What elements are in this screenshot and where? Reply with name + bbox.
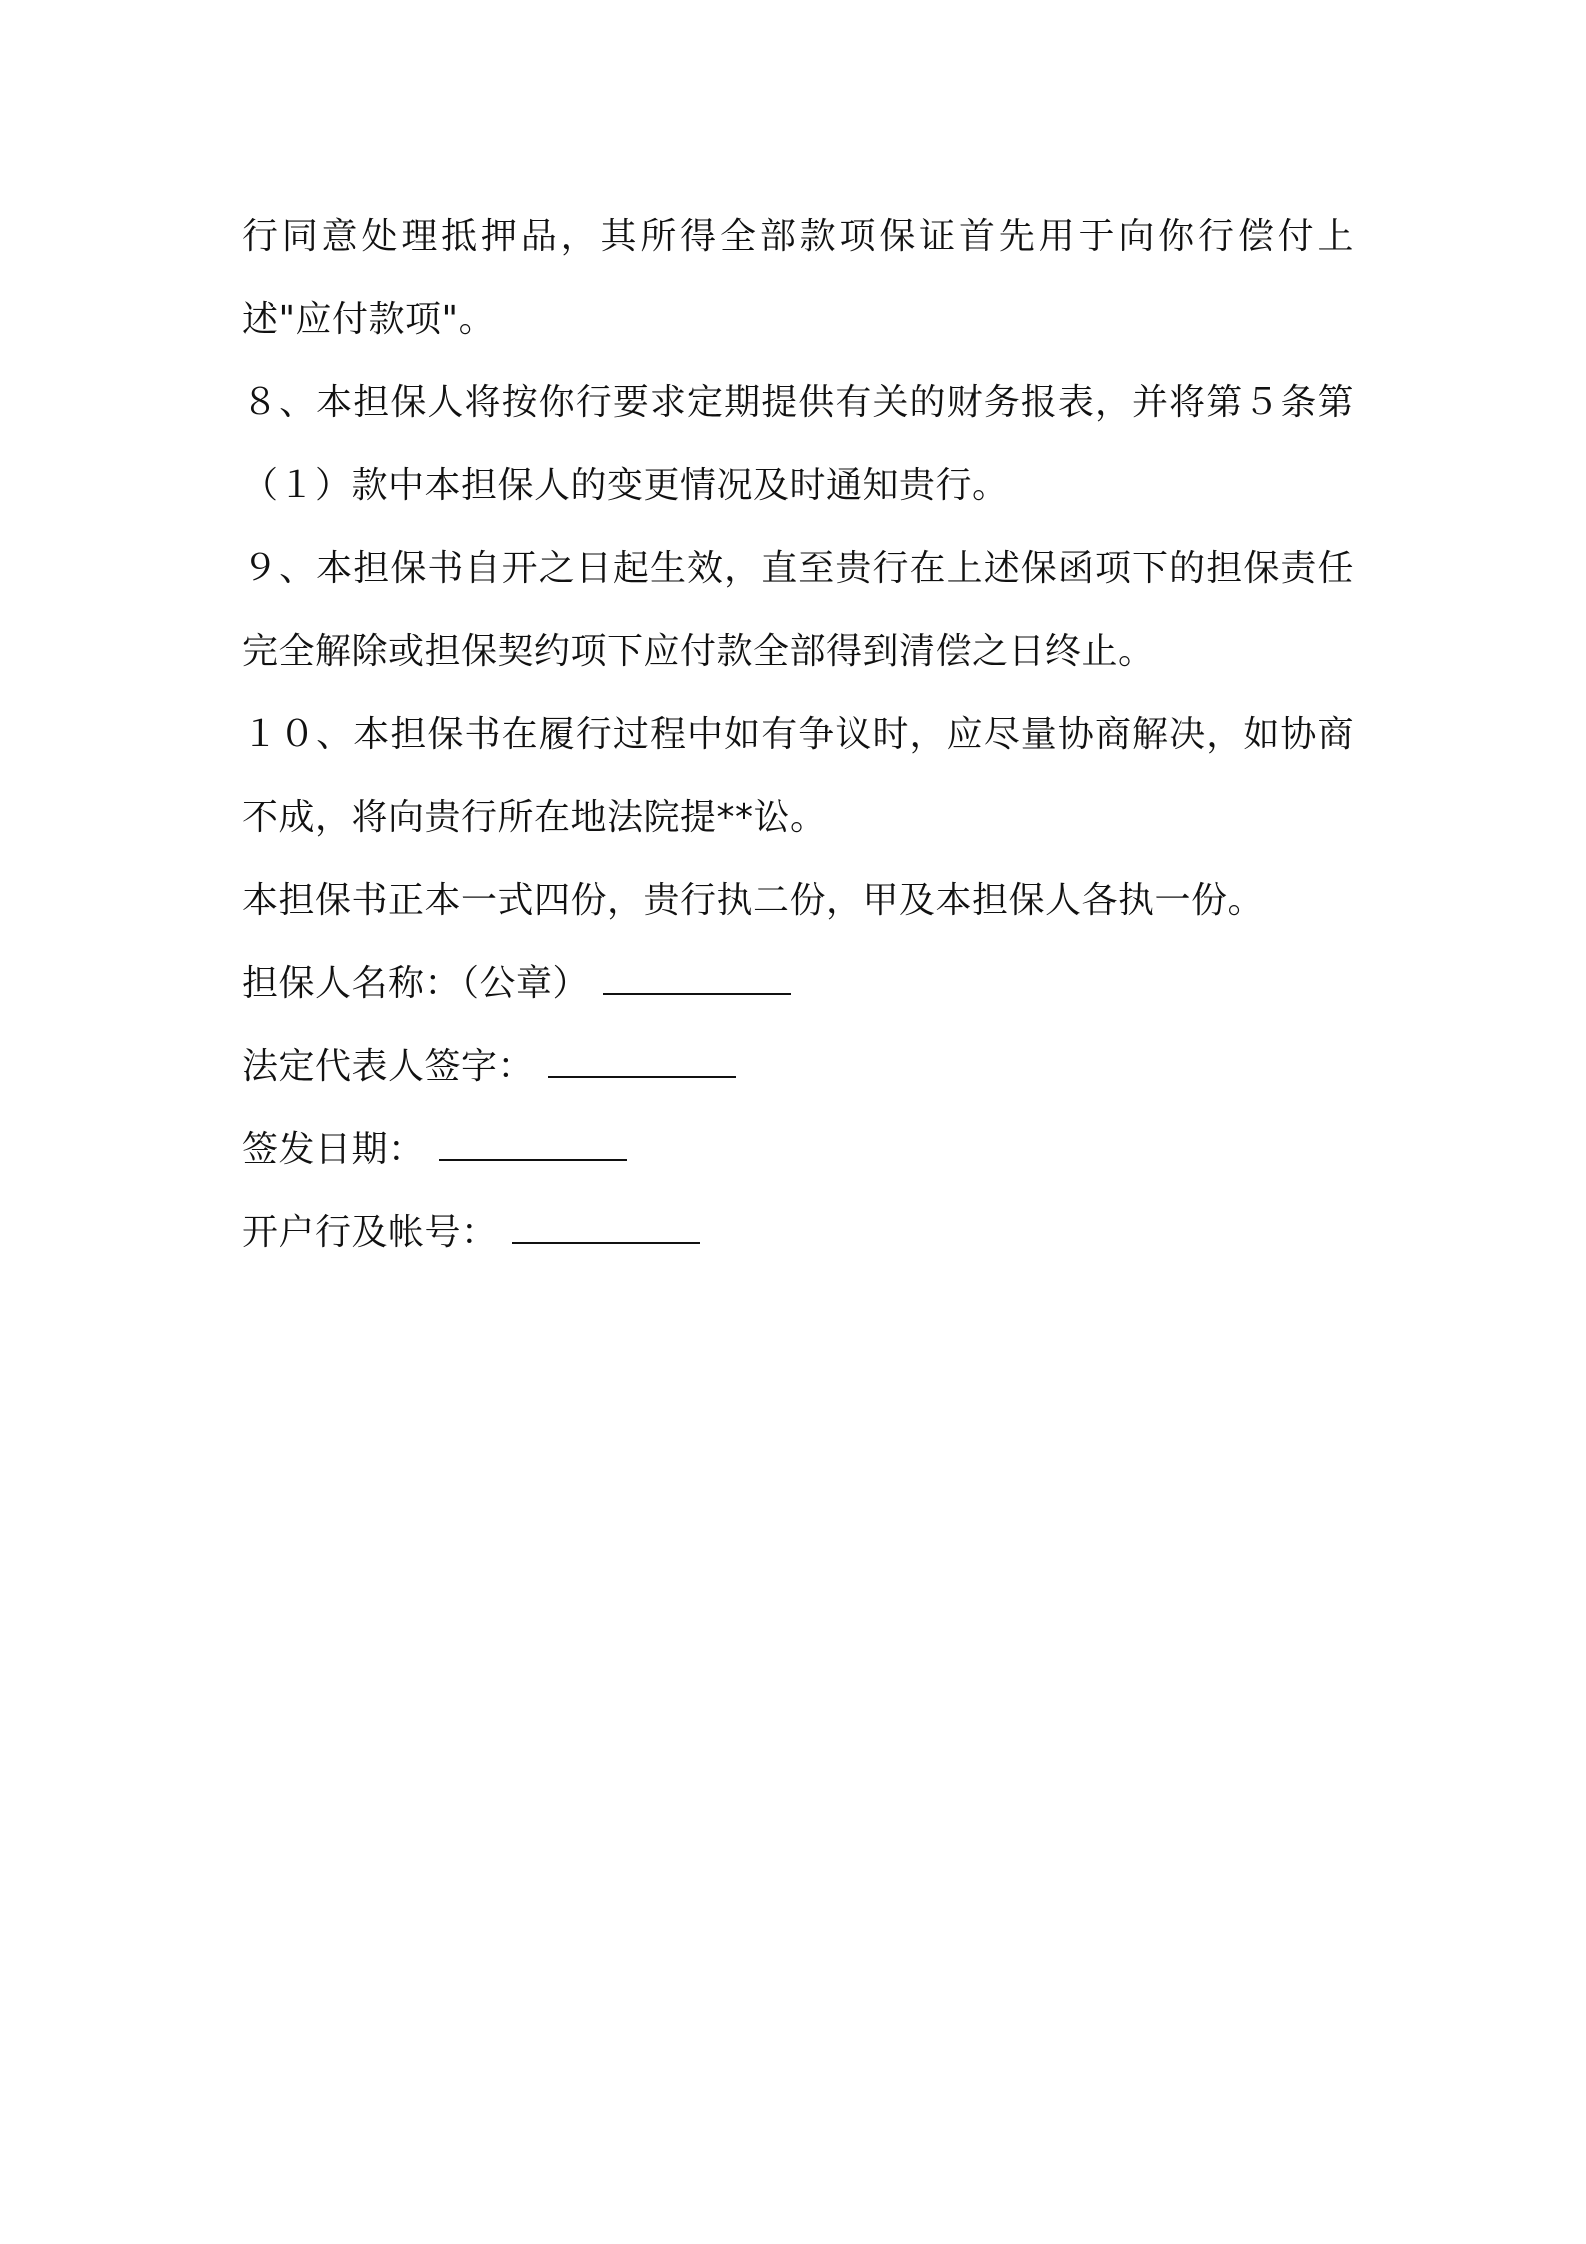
- paragraph-copies: 本担保书正本一式四份，贵行执二份，甲及本担保人各执一份。: [242, 880, 1265, 921]
- bank-account-field: [242, 1191, 1354, 1274]
- issue-date-label: 签发日期：: [242, 1129, 425, 1170]
- bank-account-label: 开户行及帐号：: [242, 1212, 498, 1253]
- guarantor-name-blank: [603, 963, 791, 995]
- bank-account-blank: [512, 1212, 700, 1244]
- legal-representative-field: [242, 1025, 1354, 1108]
- legal-representative-blank: [548, 1046, 736, 1078]
- guarantor-name-label: 担保人名称：（公章）: [242, 963, 590, 1004]
- legal-representative-label: 法定代表人签字：: [242, 1046, 535, 1087]
- paragraph-clause-10: １０、本担保书在履行过程中如有争议时，应尽量协商解决，如协商不成，将向贵行所在地法院提**讼。: [242, 714, 1354, 838]
- issue-date-field: [242, 1108, 1354, 1191]
- issue-date-blank: [439, 1129, 627, 1161]
- paragraph-clause-8: ８、本担保人将按你行要求定期提供有关的财务报表，并将第５条第（１）款中本担保人的变更情况及时通知贵行。: [242, 382, 1354, 506]
- paragraph-clause-9: ９、本担保书自开之日起生效，直至贵行在上述保函项下的担保责任完全解除或担保契约项下应付款全部得到清偿之日终止。: [242, 548, 1354, 672]
- guarantor-name-field: [242, 942, 1354, 1025]
- paragraph-collateral-proceeds: 行同意处理抵押品，其所得全部款项保证首先用于向你行偿付上述"应付款项"。: [242, 216, 1354, 340]
- document-body: [242, 195, 1354, 1274]
